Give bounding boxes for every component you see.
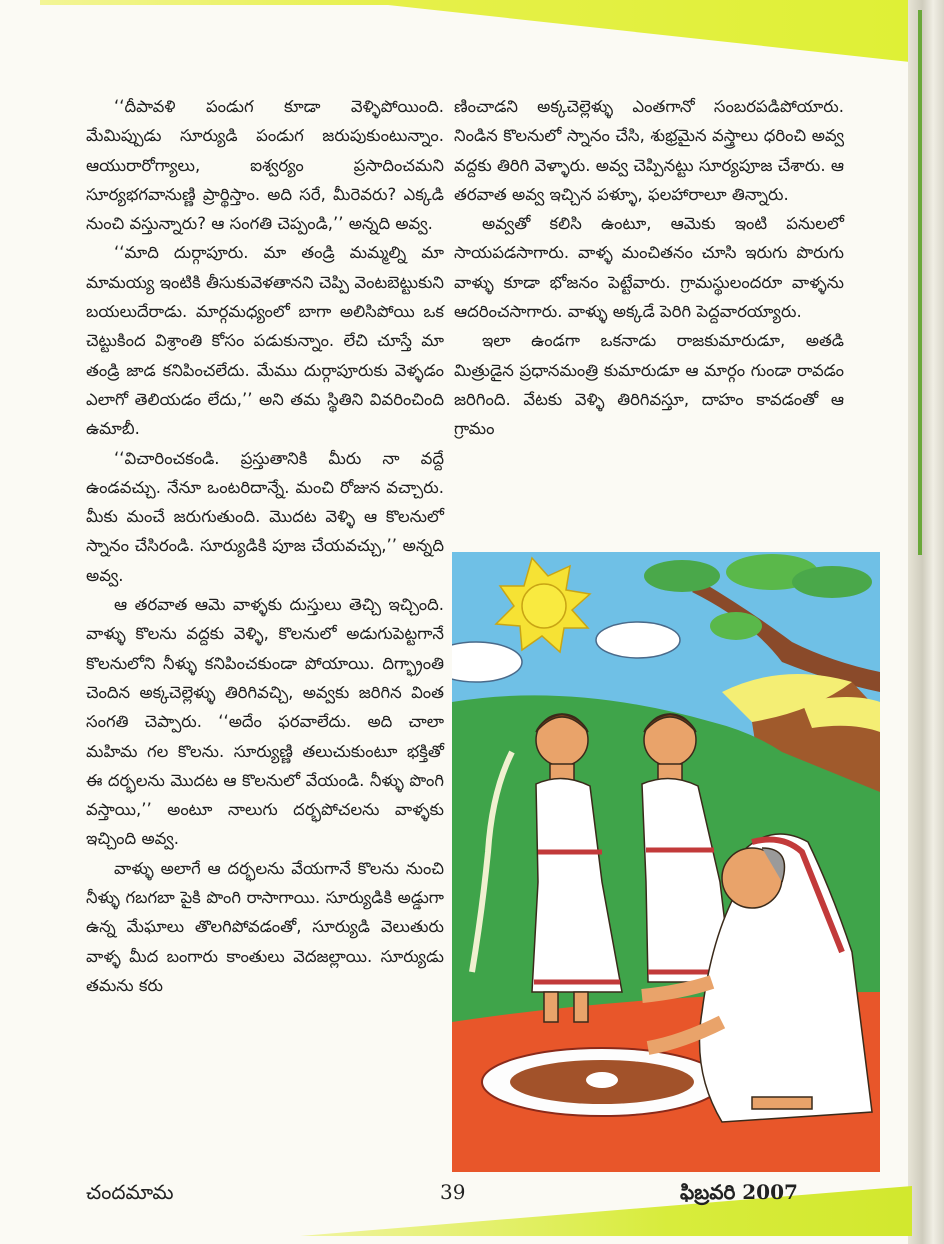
magazine-name: చందమామ (86, 1180, 174, 1204)
left-text-column (86, 92, 444, 1000)
paragraph: ‘‘దీపావళి పండుగ కూడా వెళ్ళిపోయింది. మేమిప్పుడు సూర్యుడి పండుగ జరుపుకుంటున్నాం. ఆయురారోగ్యాలు, ఐశ్వర్యం ప్రసాదించమని సూర్యభగవానుణ్ణి ప్రార్థిస్తాం. అది సరే, మీరెవరు? ఎక్కడి నుంచి వస్తున్నారు? ఆ సంగతి చెప్పండి,’’ అన్నది అవ్వ. (86, 97, 444, 234)
paragraph: ణించాడని అక్కచెల్లెళ్ళు ఎంతగానో సంబరపడిపోయారు. నిండిన కొలనులో స్నానం చేసి, శుభ్రమైన వస్త్రాలు ధరించి అవ్వ వద్దకు తిరిగి వెళ్ళారు. అవ్వ చెప్పినట్టు సూర్యపూజ చేశారు. ఆ తరవాత అవ్వ ఇచ్చిన పళ్ళూ, ఫలహారాలూ తిన్నారు. (454, 97, 844, 204)
paragraph: ఇలా ఉండగా ఒకనాడు రాజకుమారుడూ, అతడి మిత్రుడైన ప్రధానమంత్రి కుమారుడూ ఆ మార్గం గుండా రావడం జరిగింది. వేటకు వెళ్ళి తిరిగివస్తూ, దాహం కావడంతో ఆ గ్రామం (454, 331, 844, 439)
paragraph: అవ్వతో కలిసి ఉంటూ, ఆమెకు ఇంటి పనులలో సాయపడసాగారు. వాళ్ళ మంచితనం చూసి ఇరుగు పొరుగు వాళ్ళు కూడా భోజనం పెట్టేవారు. గ్రామస్థులందరూ వాళ్ళను ఆదరించసాగారు. వాళ్ళు అక్కడే పెరిగి పెద్దవారయ్యారు. (454, 214, 844, 322)
bottom-decorative-band (300, 1186, 912, 1236)
page-spine (908, 0, 944, 1244)
right-text-column (454, 92, 844, 444)
issue-date: ఫిబ్రవరి 2007 (680, 1180, 798, 1204)
paragraph: ‘‘విచారించకండి. ప్రస్తుతానికి మీరు నా వద్దే ఉండవచ్చు. నేనూ ఒంటరిదాన్నే. మంచి రోజున వచ్చారు. మీకు మంచే జరుగుతుంది. మొదట వెళ్ళి ఆ కొలనులో స్నానం చేసిరండి. సూర్యుడికి పూజ చేయవచ్చు,’’ అన్నది అవ్వ. (86, 448, 444, 585)
page-number: 39 (440, 1180, 466, 1204)
paragraph: వాళ్ళు అలాగే ఆ దర్భలను వేయగానే కొలను నుంచి నీళ్ళు గబగబా పైకి పొంగి రాసాగాయి. సూర్యుడికి అడ్డుగా ఉన్న మేఘాలు తొలగిపోవడంతో, సూర్యుడి వెలుతురు వాళ్ళ మీద బంగారు కాంతులు వెదజల్లాయి. సూర్యుడు తమను కరు (86, 858, 444, 995)
rangoli-icon (482, 1048, 722, 1116)
top-decorative-band (40, 0, 910, 62)
paragraph: ఆ తరవాత ఆమె వాళ్ళకు దుస్తులు తెచ్చి ఇచ్చింది. వాళ్ళు కొలను వద్దకు వెళ్ళి, కొలనులో అడుగుపెట్టగానే కొలనులోని నీళ్ళు కనిపించకుండా పోయాయి. దిగ్భ్రాంతి చెందిన అక్కచెల్లెళ్ళు తిరిగివచ్చి, అవ్వకు జరిగిన వింత సంగతి చెప్పారు. ‘‘అదేం ఫరవాలేదు. అది చాలా మహిమ గల కొలను. సూర్యుణ్ణి తలుచుకుంటూ భక్తితో ఈ దర్భలను మొదట ఆ కొలనులో వేయండి. నీళ్ళు పొంగి వస్తాయి,’’ అంటూ నాలుగు దర్భపోచలను వాళ్ళకు ఇచ్చింది అవ్వ. (86, 595, 444, 849)
story-illustration (452, 552, 880, 1172)
paragraph: ‘‘మాది దుర్గాపూరు. మా తండ్రి మమ్మల్ని మా మామయ్య ఇంటికి తీసుకువెళతానని చెప్పి వెంటబెట్టుకుని బయలుదేరాడు. మార్గమధ్యంలో బాగా అలిసిపోయి ఒక చెట్టుకింద విశ్రాంతి కోసం పడుకున్నాం. లేచి చూస్తే మా తండ్రి జాడ కనిపించలేదు. మేము దుర్గాపూరుకు వెళ్ళడం ఎలాగో తెలియడం లేదు,’’ అని తమ స్థితిని వివరించింది ఉమాబీ. (86, 243, 444, 439)
